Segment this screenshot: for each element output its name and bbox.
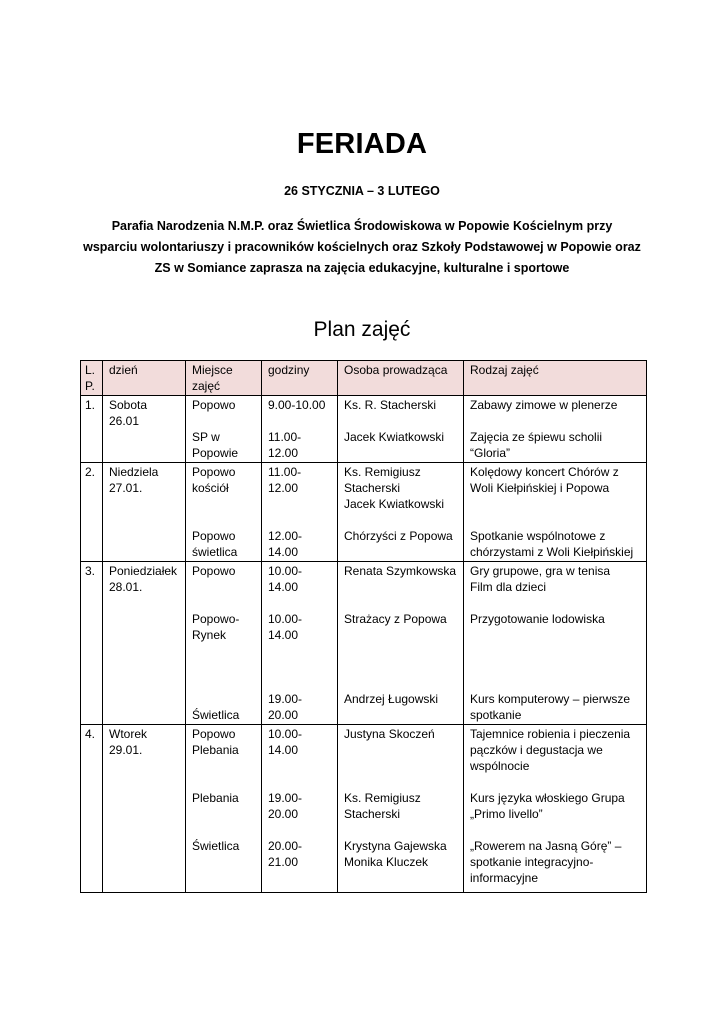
document-title: FERIADA bbox=[296, 128, 428, 160]
type-line: Woli Kiełpińskiej i Popowa bbox=[470, 481, 610, 495]
cell-lp: 1. bbox=[81, 396, 103, 463]
type-line: pączków i degustacja we bbox=[470, 743, 603, 757]
type-line: Gry grupowe, gra w tenisa bbox=[470, 564, 611, 578]
schedule-table bbox=[80, 360, 647, 893]
person-line: Jacek Kwiatkowski bbox=[344, 430, 445, 444]
type-line: spotkanie bbox=[470, 708, 522, 722]
cell-day bbox=[103, 396, 186, 463]
header-place bbox=[186, 361, 262, 396]
place-line: Popowo bbox=[192, 727, 236, 741]
table-row bbox=[81, 725, 647, 893]
cell-day bbox=[103, 562, 186, 725]
place-line: Popowo bbox=[192, 465, 236, 479]
place-line: kościół bbox=[192, 481, 229, 495]
place-line: SP w bbox=[192, 430, 220, 444]
cell-hours bbox=[262, 396, 338, 463]
place-line: Świetlica bbox=[192, 839, 240, 853]
day-line: Sobota 26.01 bbox=[109, 398, 148, 428]
cell-type bbox=[464, 725, 647, 893]
place-line: Popowie bbox=[192, 446, 239, 460]
cell-person bbox=[338, 725, 464, 893]
person-line: Monika Kluczek bbox=[344, 855, 429, 869]
place-line: Świetlica bbox=[192, 708, 240, 722]
cell-place bbox=[186, 725, 262, 893]
day-line: 27.01. bbox=[109, 481, 143, 495]
type-line: Kurs komputerowy – pierwsze bbox=[470, 692, 631, 706]
person-line: Ks. Remigiusz bbox=[344, 791, 421, 805]
cell-place bbox=[186, 396, 262, 463]
hours-line: 12.00 bbox=[268, 446, 299, 460]
intro-paragraph bbox=[80, 216, 644, 279]
person-line: Ks. R. Stacherski bbox=[344, 398, 437, 412]
type-line: Kurs języka włoskiego Grupa bbox=[470, 791, 625, 805]
hours-line: 10.00- bbox=[268, 564, 303, 578]
table-header-row bbox=[81, 361, 647, 396]
hours-line: 12.00- bbox=[268, 529, 303, 543]
intro-line: ZS w Somiance zaprasza na zajęcia edukacyjne, kulturalne i sportowe bbox=[154, 261, 570, 275]
hours-line: 20.00- bbox=[268, 839, 303, 853]
cell-type bbox=[464, 463, 647, 562]
hours-line: 19.00- bbox=[268, 692, 303, 706]
intro-line: Parafia Narodzenia N.M.P. oraz Świetlica Środowiskowa w Popowie Kościelnym przy bbox=[111, 219, 613, 233]
person-line: Jacek Kwiatkowski bbox=[344, 497, 445, 511]
hours-line: 11.00- bbox=[268, 465, 302, 479]
cell-place bbox=[186, 463, 262, 562]
place-line: Popowo bbox=[192, 529, 236, 543]
hours-line: 10.00- bbox=[268, 612, 303, 626]
type-line: spotkanie integracyjno- bbox=[470, 855, 594, 869]
cell-day bbox=[103, 725, 186, 893]
hours-line: 14.00 bbox=[268, 628, 299, 642]
hours-line: 21.00 bbox=[268, 855, 299, 869]
person-line: Andrzej Ługowski bbox=[344, 692, 439, 706]
day-line: 29.01. bbox=[109, 743, 143, 757]
type-line: „Primo livello” bbox=[470, 807, 543, 821]
header-place-line: zajęć bbox=[192, 379, 221, 393]
event-dates: 26 STYCZNIA – 3 LUTEGO bbox=[284, 184, 440, 198]
person-line: Chórzyści z Popowa bbox=[344, 529, 453, 543]
place-line: Rynek bbox=[192, 628, 227, 642]
place-line: Popowo bbox=[192, 398, 236, 412]
table-row bbox=[81, 463, 647, 562]
hours-line: 20.00 bbox=[268, 708, 299, 722]
type-line: “Gloria” bbox=[470, 446, 511, 460]
cell-lp: 3. bbox=[81, 562, 103, 725]
place-line: Plebania bbox=[192, 791, 239, 805]
hours-line: 14.00 bbox=[268, 580, 299, 594]
cell-person bbox=[338, 463, 464, 562]
place-line: Popowo- bbox=[192, 612, 240, 626]
person-line: Krystyna Gajewska bbox=[344, 839, 447, 853]
type-line: Tajemnice robienia i pieczenia bbox=[470, 727, 631, 741]
cell-type bbox=[464, 562, 647, 725]
type-line: chórzystami z Woli Kiełpińskiej bbox=[470, 545, 634, 559]
hours-line: 12.00 bbox=[268, 481, 299, 495]
type-line: Przygotowanie lodowiska bbox=[470, 612, 605, 626]
place-line: świetlica bbox=[192, 545, 238, 559]
type-line: „Rowerem na Jasną Górę” – bbox=[470, 839, 622, 853]
type-line: informacyjne bbox=[470, 871, 539, 885]
table-row bbox=[81, 562, 647, 725]
header-lp-line: P. bbox=[85, 379, 95, 393]
plan-heading: Plan zajęć bbox=[313, 318, 411, 341]
header-type: Rodzaj zajęć bbox=[464, 361, 647, 396]
type-line: Spotkanie wspólnotowe z bbox=[470, 529, 606, 543]
hours-line: 11.00- bbox=[268, 430, 302, 444]
intro-line: wsparciu wolontariuszy i pracowników kościelnych oraz Szkoły Podstawowej w Popowie oraz bbox=[83, 240, 641, 254]
place-line: Plebania bbox=[192, 743, 239, 757]
cell-lp: 2. bbox=[81, 463, 103, 562]
cell-day bbox=[103, 463, 186, 562]
hours-line: 14.00 bbox=[268, 743, 299, 757]
place-line: Popowo bbox=[192, 564, 236, 578]
header-day: dzień bbox=[103, 361, 186, 396]
header-lp bbox=[81, 361, 103, 396]
header-person: Osoba prowadząca bbox=[338, 361, 464, 396]
type-line: wspólnocie bbox=[470, 759, 530, 773]
day-line: Niedziela bbox=[109, 465, 159, 479]
hours-line: 10.00- bbox=[268, 727, 303, 741]
hours-line: 14.00 bbox=[268, 545, 299, 559]
person-line: Renata Szymkowska bbox=[344, 564, 457, 578]
cell-type bbox=[464, 396, 647, 463]
hours-line: 9.00-10.00 bbox=[268, 398, 326, 412]
cell-place bbox=[186, 562, 262, 725]
type-line: Kolędowy koncert Chórów z bbox=[470, 465, 619, 479]
cell-hours bbox=[262, 562, 338, 725]
day-line: 28.01. bbox=[109, 580, 143, 594]
cell-person bbox=[338, 396, 464, 463]
person-line: Strażacy z Popowa bbox=[344, 612, 447, 626]
header-place-line: Miejsce bbox=[192, 363, 233, 377]
person-line: Stacherski bbox=[344, 481, 401, 495]
header-lp-line: L. bbox=[85, 363, 96, 377]
header-hours: godziny bbox=[262, 361, 338, 396]
person-line: Justyna Skoczeń bbox=[344, 727, 435, 741]
type-line: Film dla dzieci bbox=[470, 580, 547, 594]
table-row bbox=[81, 396, 647, 463]
cell-hours bbox=[262, 725, 338, 893]
cell-person bbox=[338, 562, 464, 725]
type-line: Zajęcia ze śpiewu scholii bbox=[470, 430, 603, 444]
cell-hours bbox=[262, 463, 338, 562]
day-line: Poniedziałek bbox=[109, 564, 178, 578]
type-line: Zabawy zimowe w plenerze bbox=[470, 398, 618, 412]
person-line: Ks. Remigiusz bbox=[344, 465, 421, 479]
hours-line: 19.00- bbox=[268, 791, 303, 805]
hours-line: 20.00 bbox=[268, 807, 299, 821]
person-line: Stacherski bbox=[344, 807, 401, 821]
day-line: Wtorek bbox=[109, 727, 148, 741]
cell-lp: 4. bbox=[81, 725, 103, 893]
